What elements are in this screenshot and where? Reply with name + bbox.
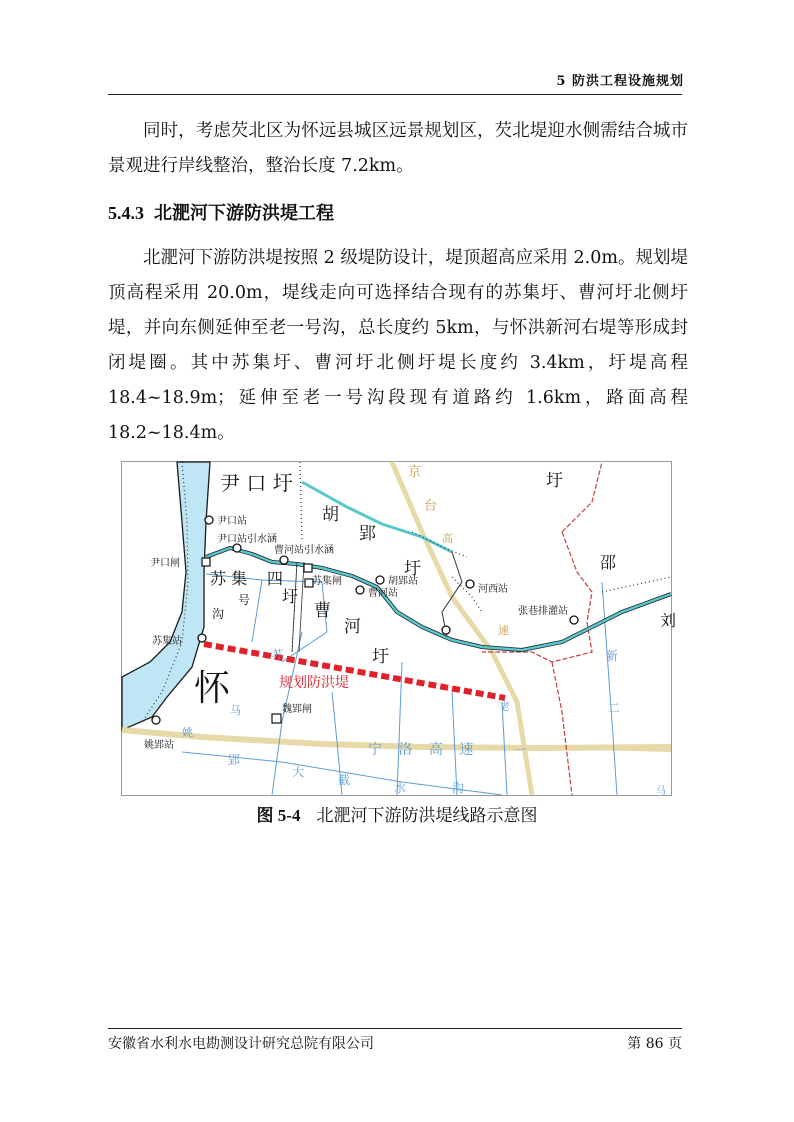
footer-organization: 安徽省水利水电勘测设计研究总院有限公司	[108, 1036, 374, 1052]
running-header: 5 防洪工程设施规划	[556, 74, 684, 89]
figure-title: 北淝河下游防洪堤线路示意图	[316, 806, 538, 826]
map-label-ying: 郢	[359, 524, 376, 544]
map-label-caohe-yinshui: 曹河站引水涵	[274, 545, 334, 556]
map-label-wei-left: 圩	[282, 587, 299, 606]
levee-route-map	[121, 461, 677, 797]
map-label-gou2: 沟	[452, 781, 465, 795]
map-label-ying2: 郢	[228, 753, 241, 767]
map-label-hu: 胡	[322, 505, 339, 525]
section-number: 5.4.3	[108, 203, 144, 223]
map-label-lao: 老	[500, 702, 510, 713]
map-label-weiying-sluice: 魏郢闸	[282, 704, 312, 715]
map-label-huying-station: 胡郢站	[388, 576, 418, 587]
map-label-hexi-station: 河西站	[478, 584, 508, 595]
section-heading	[108, 199, 334, 225]
map-label-si: 四	[267, 569, 284, 588]
map-label-yinkou-wei: 尹 口 圩	[220, 471, 293, 495]
map-label-gao: 高	[442, 532, 453, 545]
map-label-wei-low: 圩	[372, 647, 389, 667]
map-label-liu: 刘	[660, 611, 677, 630]
map-label-tai: 台	[424, 499, 438, 514]
map-label-shao: 邵	[600, 553, 617, 572]
map-label-wei-mid: 圩	[404, 559, 421, 579]
map-label-hao: 号	[238, 593, 251, 607]
map-label-shui: 水	[394, 781, 407, 795]
page-number: 第 86 页	[627, 1036, 682, 1052]
map-label-cao: 曹	[314, 601, 331, 621]
map-label-ma2: 马	[656, 786, 666, 797]
map-label-su-ji: 苏 集	[210, 569, 248, 588]
map-label-yinkou-yinshui: 尹口站引水涵	[217, 534, 277, 545]
map-label-caohe-station: 曹河站	[368, 588, 398, 599]
map-label-dike: 规划防洪堤	[279, 675, 349, 691]
map-label-ma: 马	[230, 704, 241, 717]
paragraph-2: 北淝河下游防洪堤按照 2 级堤防设计，堤顶超高应采用 2.0m。规划堤顶高程采用 20.0m，堤线走向可选择结合现有的苏集圩、曹河圩北侧圩堤，并向东侧延伸至老一号沟，总长度约 5km，与怀洪新河右堤等形成封闭堤圈。其中苏集圩、曹河圩北侧圩堤长度约 3.4km，圩堤高程 18.4~18.9m；延伸至老一号沟段现有道路约 1.6km，路面高程 18.2~18.4m。	[108, 248, 688, 443]
section-title: 北淝河下游防洪堤工程	[154, 203, 334, 224]
map-label-suji-station: 苏集站	[152, 636, 182, 647]
map-label-huai: 怀	[194, 668, 231, 709]
map-label-wei-top: 圩	[546, 471, 563, 491]
map-label-da: 大	[292, 765, 305, 779]
map-label-yaoying-station: 姚郢站	[144, 740, 174, 751]
map-label-xin: 新	[606, 649, 619, 663]
map-label-er: 二	[608, 701, 621, 715]
paragraph-1: 同时，考虑芡北区为怀远县城区远景规划区，芡北堤迎水侧需结合城市景观进行岸线整治，整治长度 7.2km。	[108, 121, 688, 176]
footer-rule	[108, 1028, 682, 1029]
map-label-suji-sluice: 苏集闸	[312, 576, 342, 587]
map-label-yinkou-sluice: 尹口闸	[150, 558, 180, 569]
map-label-gou: 沟	[212, 607, 225, 621]
map-label-jing: 京	[408, 465, 422, 480]
map-label-jie: 截	[338, 773, 351, 787]
map-label-yinkou-station: 尹口站	[217, 516, 247, 527]
map-label-yi: 一	[514, 743, 527, 757]
figure-number: 图 5-4	[256, 806, 301, 825]
map-label-su2: 苏	[272, 648, 283, 661]
header-rule	[108, 94, 682, 95]
map-label-ningluo: 宁 洛 高 速	[368, 742, 480, 758]
figure-caption	[0, 801, 794, 826]
map-label-zhangxiang-station: 张巷排灌站	[518, 606, 568, 617]
map-label-he: 河	[344, 617, 361, 637]
map-label-yao: 姚	[182, 726, 193, 739]
map-label-su: 速	[498, 624, 509, 637]
